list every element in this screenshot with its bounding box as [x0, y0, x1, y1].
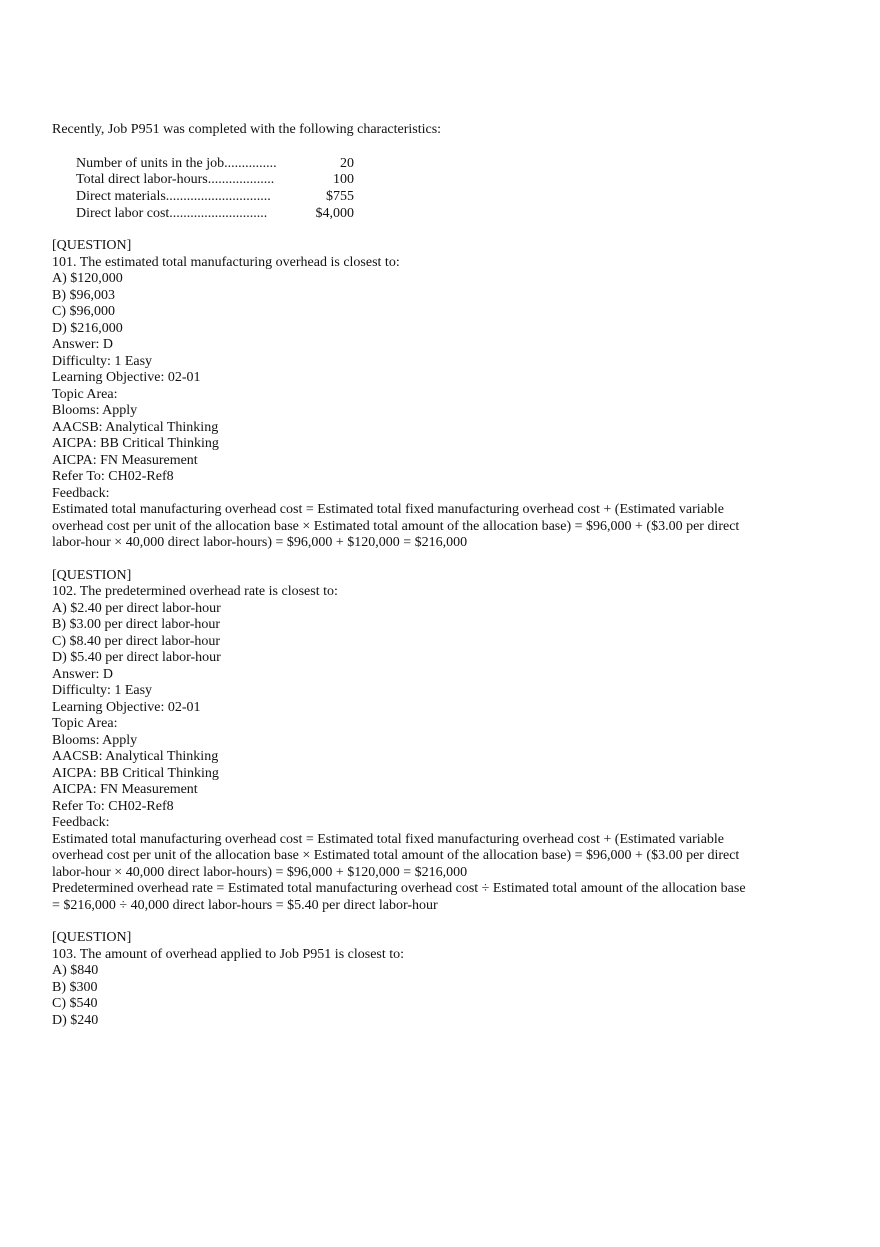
- question-tag: [QUESTION]: [52, 238, 132, 254]
- characteristic-label: Direct materials..............................: [76, 188, 271, 204]
- question-tag: [QUESTION]: [52, 567, 132, 583]
- answer-option-d: D) $216,000: [52, 320, 123, 336]
- question-stem: 102. The predetermined overhead rate is closest to:: [52, 584, 338, 600]
- answer-option-b: B) $96,003: [52, 287, 115, 303]
- topic-area: Topic Area:: [52, 716, 118, 732]
- answer-key: Answer: D: [52, 666, 114, 682]
- learning-objective: Learning Objective: 02-01: [52, 699, 201, 715]
- document-page: [52, 122, 772, 1045]
- blooms: Blooms: Apply: [52, 403, 138, 419]
- characteristic-row: [76, 156, 772, 173]
- aicpa-fn: AICPA: FN Measurement: [52, 452, 198, 468]
- topic-area: Topic Area:: [52, 386, 118, 402]
- question-stem: 103. The amount of overhead applied to Job P951 is closest to:: [52, 946, 405, 962]
- characteristic-row: [76, 172, 772, 189]
- question-101: [52, 238, 772, 552]
- answer-option-a: A) $120,000: [52, 271, 123, 287]
- aicpa-bb: AICPA: BB Critical Thinking: [52, 765, 219, 781]
- answer-option-c: C) $96,000: [52, 304, 115, 320]
- characteristic-value: $4,000: [315, 205, 354, 221]
- refer-to: Refer To: CH02-Ref8: [52, 798, 174, 814]
- job-characteristics-table: [76, 156, 772, 223]
- aicpa-bb: AICPA: BB Critical Thinking: [52, 436, 219, 452]
- question-103: [52, 930, 772, 1029]
- feedback-text: Predetermined overhead rate = Estimated total manufacturing overhead cost ÷ Estimated total amount of the allocation base = $216,000 ÷ 40,000 direct labor-hours = $5.40 per direct labor-hour: [52, 881, 746, 913]
- feedback-text: Estimated total manufacturing overhead cost = Estimated total fixed manufacturing overhead cost + (Estimated variable overhead cost per unit of the allocation base × Estimated total amount of the allocation base) = $96,000 + ($3.00 per direct labor-hour × 40,000 direct labor-hours) = $96,000 + $120,000 = $216,000: [52, 831, 740, 880]
- characteristic-label: Total direct labor-hours...................: [76, 172, 275, 188]
- characteristic-value: 20: [340, 155, 354, 171]
- aacsb: AACSB: Analytical Thinking: [52, 419, 219, 435]
- aacsb: AACSB: Analytical Thinking: [52, 749, 219, 765]
- answer-option-b: B) $300: [52, 979, 98, 995]
- answer-option-d: D) $240: [52, 1012, 99, 1028]
- answer-option-d: D) $5.40 per direct labor-hour: [52, 650, 221, 666]
- learning-objective: Learning Objective: 02-01: [52, 370, 201, 386]
- feedback-text: Estimated total manufacturing overhead cost = Estimated total fixed manufacturing overhead cost + (Estimated variable overhead cost per unit of the allocation base × Estimated total amount of the allocation base) = $96,000 + ($3.00 per direct labor-hour × 40,000 direct labor-hours) = $96,000 + $120,000 = $216,000: [52, 502, 740, 551]
- question-102: [52, 568, 772, 915]
- answer-option-c: C) $8.40 per direct labor-hour: [52, 633, 221, 649]
- characteristic-value: 100: [333, 172, 354, 188]
- difficulty: Difficulty: 1 Easy: [52, 683, 153, 699]
- aicpa-fn: AICPA: FN Measurement: [52, 782, 198, 798]
- difficulty: Difficulty: 1 Easy: [52, 353, 153, 369]
- intro-text: Recently, Job P951 was completed with the following characteristics:: [52, 122, 442, 137]
- question-stem: 101. The estimated total manufacturing overhead is closest to:: [52, 254, 400, 270]
- feedback-label: Feedback:: [52, 815, 110, 831]
- characteristic-value: $755: [326, 188, 354, 204]
- answer-option-b: B) $3.00 per direct labor-hour: [52, 617, 221, 633]
- characteristic-label: Direct labor cost............................: [76, 205, 268, 221]
- answer-option-c: C) $540: [52, 996, 98, 1012]
- blooms: Blooms: Apply: [52, 732, 138, 748]
- characteristic-row: [76, 206, 772, 223]
- refer-to: Refer To: CH02-Ref8: [52, 469, 174, 485]
- characteristic-row: [76, 189, 772, 206]
- characteristic-label: Number of units in the job...............: [76, 155, 277, 171]
- answer-option-a: A) $840: [52, 963, 99, 979]
- question-tag: [QUESTION]: [52, 930, 132, 946]
- feedback-label: Feedback:: [52, 485, 110, 501]
- answer-key: Answer: D: [52, 337, 114, 353]
- answer-option-a: A) $2.40 per direct labor-hour: [52, 600, 221, 616]
